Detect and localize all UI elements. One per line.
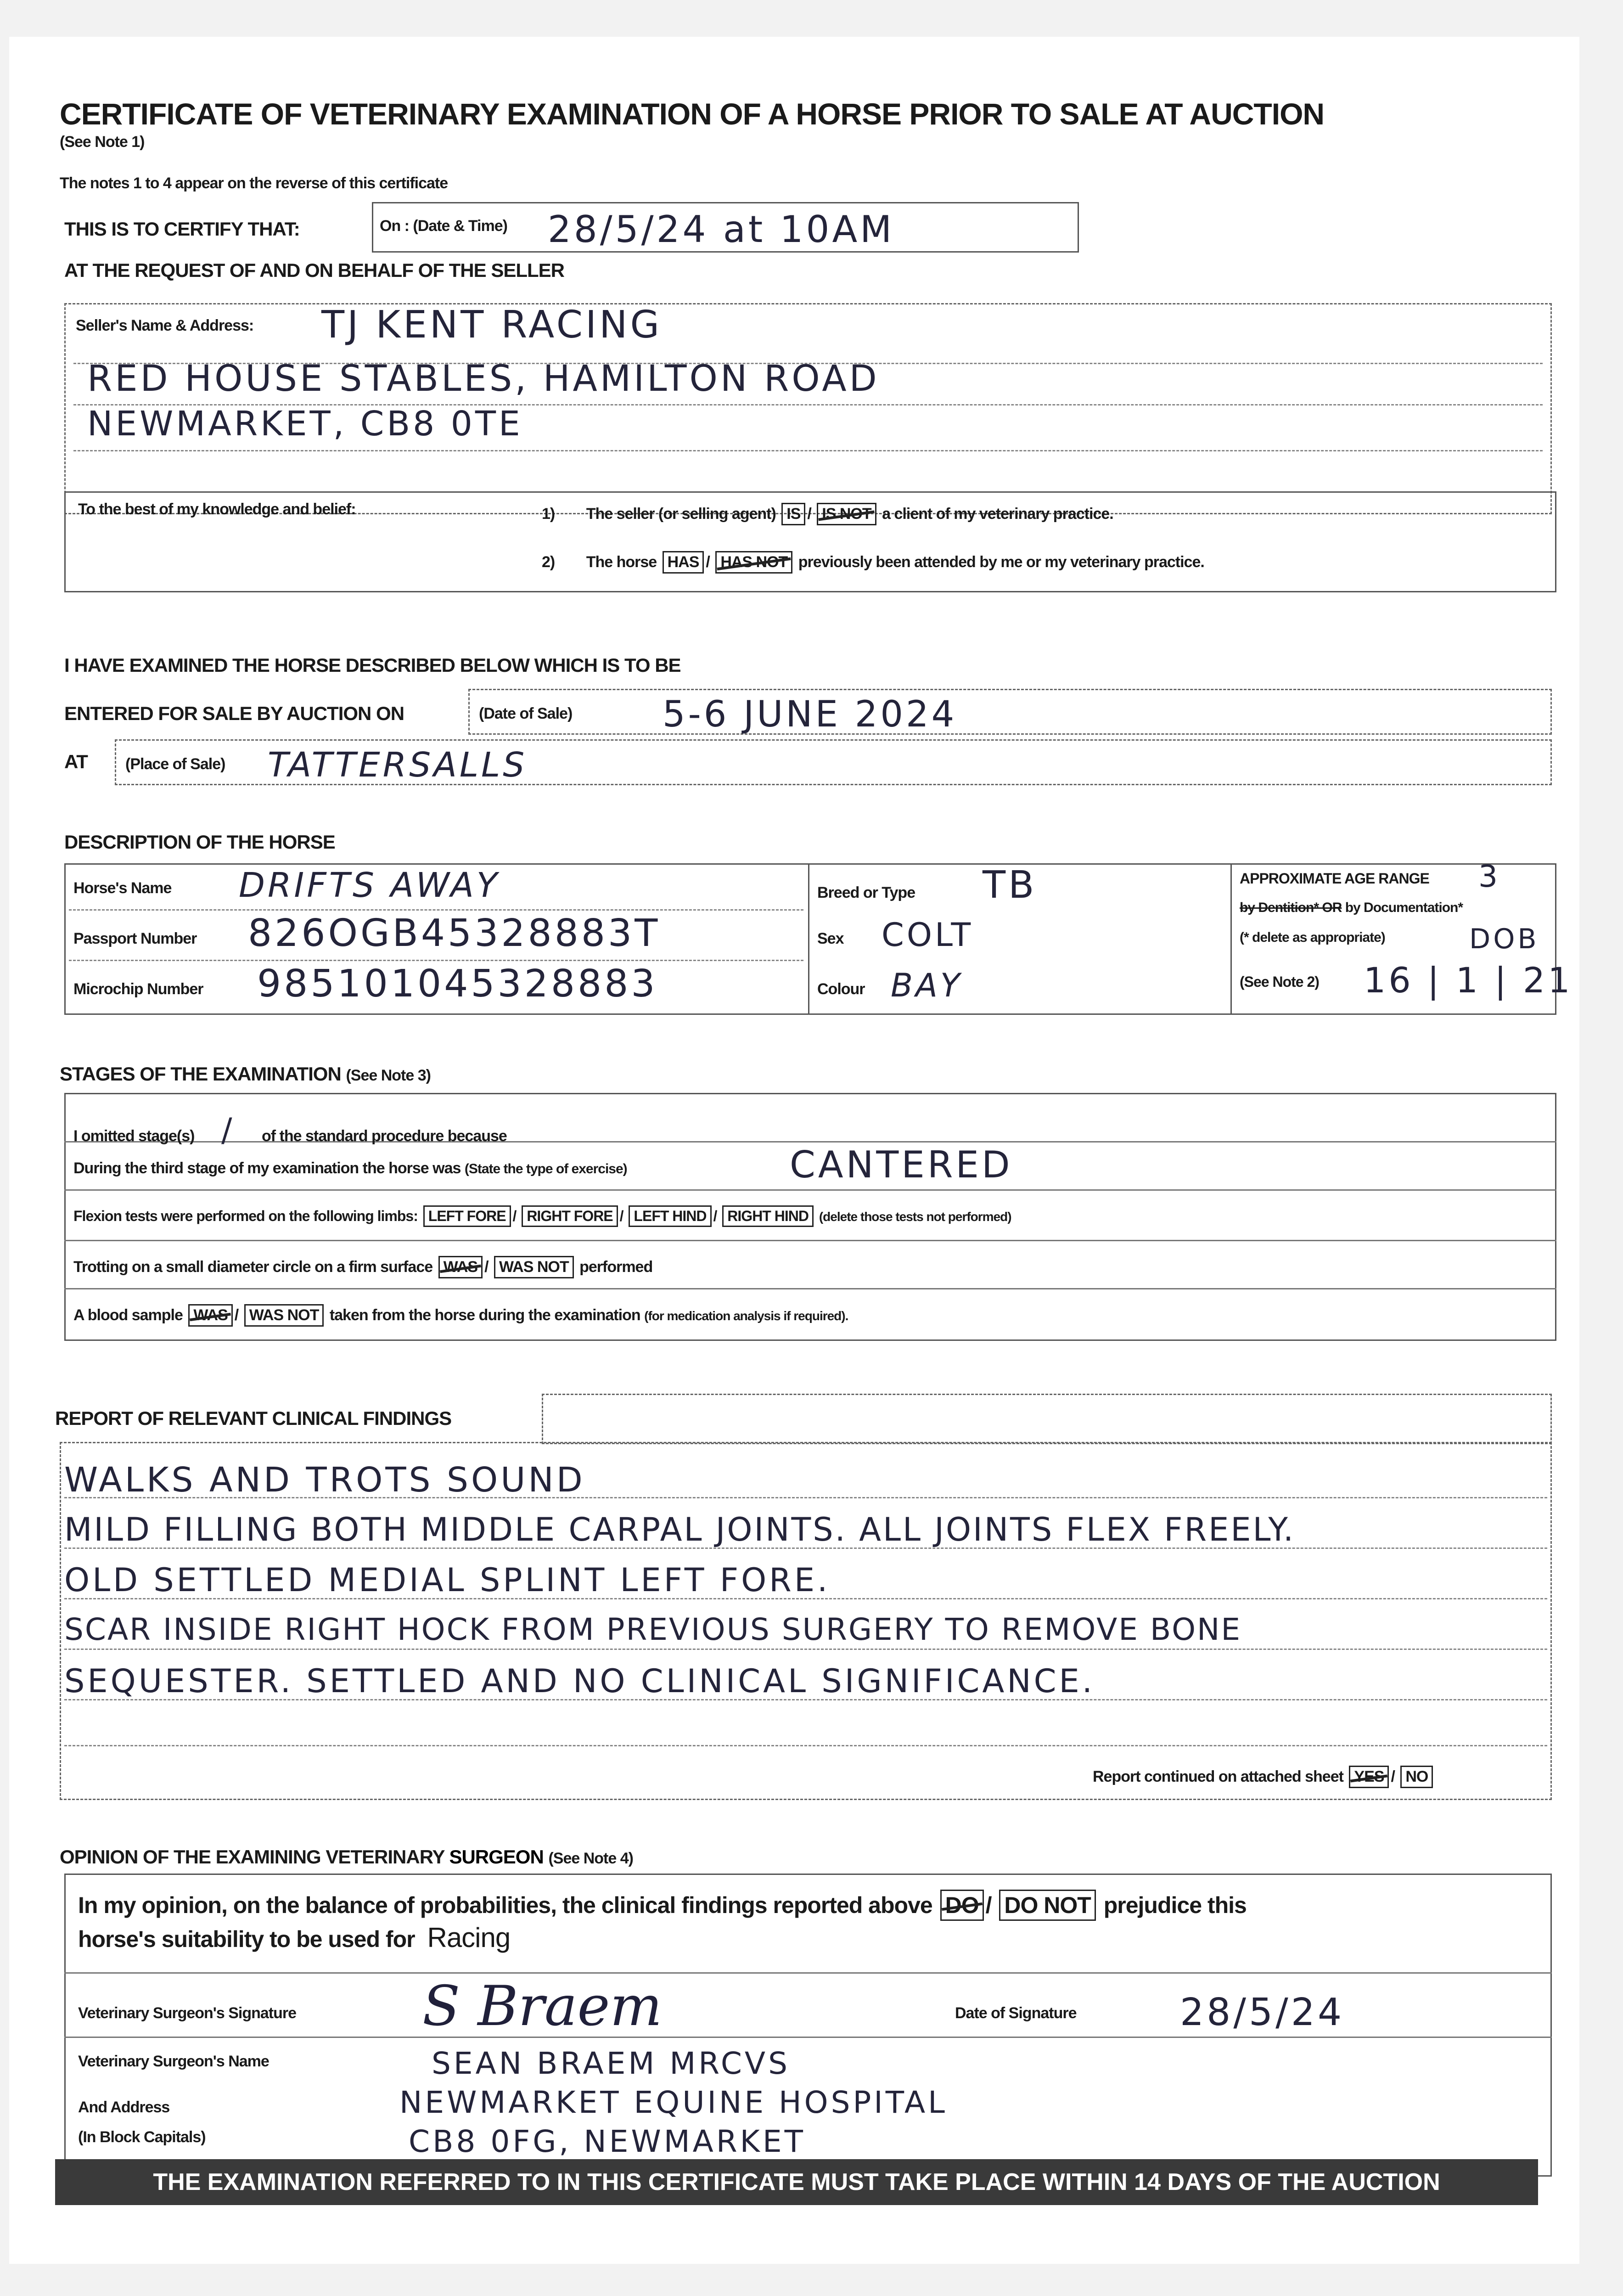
report-text-2: MILD FILLING BOTH MIDDLE CARPAL JOINTS. ALL JOINTS FLEX FREELY. (64, 1511, 1296, 1548)
blood-post: taken from the horse during the examination (329, 1306, 640, 1324)
sex-value[interactable]: COLT (882, 916, 974, 954)
sale-at-label: AT (64, 751, 88, 772)
report-heading-field (542, 1394, 1552, 1444)
blood-note: (for medication analysis if required). (644, 1309, 848, 1323)
footer-banner: THE EXAMINATION REFERRED TO IN THIS CERTIFICATE MUST TAKE PLACE WITHIN 14 DAYS OF THE AUCTION (55, 2159, 1538, 2205)
vet-address-label: And Address (78, 2099, 170, 2116)
trot-label: Trotting on a small diameter circle on a firm surface (73, 1258, 433, 1276)
flexion-right-fore[interactable]: RIGHT FORE (522, 1205, 618, 1227)
notes-line: The notes 1 to 4 appear on the reverse of this certificate (60, 174, 448, 192)
omitted-post: of the standard procedure because (261, 1127, 507, 1145)
opinion-line-2-label: horse's suitability to be used for (78, 1926, 415, 1952)
exam-datetime-field[interactable] (372, 202, 1079, 253)
certify-label: THIS IS TO CERTIFY THAT: (64, 218, 300, 240)
description-heading: DESCRIPTION OF THE HORSE (64, 831, 335, 853)
vet-address-2[interactable]: CB8 0FG, NEWMARKET (409, 2124, 806, 2159)
microchip-label: Microchip Number (73, 980, 203, 998)
description-row-line-2 (69, 960, 803, 961)
age-method-documentation: by Documentation* (1345, 900, 1463, 915)
breed-value[interactable]: TB (983, 863, 1037, 907)
page-title: CERTIFICATE OF VETERINARY EXAMINATION OF A HORSE PRIOR TO SALE AT AUCTION (60, 97, 1325, 131)
flexion-label: Flexion tests were performed on the following limbs: (73, 1208, 418, 1224)
has-not-option[interactable]: HAS NOT (715, 551, 792, 574)
knowledge-item-1-post: a client of my veterinary practice. (882, 505, 1113, 523)
blood-label: A blood sample (73, 1306, 183, 1324)
signature-label: Veterinary Surgeon's Signature (78, 2004, 297, 2022)
passport-label: Passport Number (73, 930, 197, 947)
horse-name-value[interactable]: DRIFTS AWAY (239, 866, 500, 905)
dob-label: DOB (1469, 923, 1539, 955)
sale-date-label: (Date of Sale) (479, 705, 573, 722)
is-not-option[interactable]: IS NOT (817, 503, 876, 525)
age-range-value[interactable]: 3 (1478, 859, 1500, 894)
exam-datetime-label: On : (Date & Time) (380, 217, 507, 235)
seller-label: Seller's Name & Address: (76, 317, 254, 334)
flexion-left-hind[interactable]: LEFT HIND (629, 1205, 711, 1227)
vet-name-label: Veterinary Surgeon's Name (78, 2053, 269, 2070)
flexion-post: (delete those tests not performed) (819, 1210, 1011, 1224)
opinion-heading (60, 1846, 633, 1868)
certificate-page (9, 37, 1579, 2264)
seller-address-2[interactable]: NEWMARKET, CB8 0TE (87, 404, 523, 444)
report-line-6 (64, 1745, 1547, 1746)
vet-address-1[interactable]: NEWMARKET EQUINE HOSPITAL (399, 2085, 948, 2120)
age-note: (See Note 2) (1240, 974, 1319, 990)
date-signature-value[interactable]: 28/5/24 (1180, 1991, 1345, 2034)
omitted-label: I omitted stage(s) (73, 1127, 195, 1145)
knowledge-item-2-num: 2) (542, 553, 555, 571)
third-stage-row (73, 1159, 627, 1177)
stages-heading-text: STAGES OF THE EXAMINATION (60, 1063, 341, 1085)
do-option[interactable]: DO (940, 1890, 984, 1921)
trot-was-not-option[interactable]: WAS NOT (494, 1256, 574, 1278)
report-text-3: OLD SETTLED MEDIAL SPLINT LEFT FORE. (64, 1561, 831, 1599)
has-option[interactable]: HAS (663, 551, 704, 574)
signature-value[interactable]: S Braem (422, 1975, 663, 2038)
seller-address-1[interactable]: RED HOUSE STABLES, HAMILTON ROAD (87, 358, 880, 400)
report-text-4: SCAR INSIDE RIGHT HOCK FROM PREVIOUS SURGERY TO REMOVE BONE (64, 1612, 1242, 1647)
blood-was-not-option[interactable]: WAS NOT (244, 1304, 324, 1327)
knowledge-item-2-post: previously been attended by me or my veterinary practice. (798, 553, 1204, 571)
is-option[interactable]: IS (781, 503, 805, 525)
knowledge-item-2-text: The horse (586, 553, 657, 571)
knowledge-item-1: 1) The seller (or selling agent) IS / IS NOT a client of my veterinary practice. (542, 503, 1113, 525)
third-stage-note: (State the type of exercise) (464, 1161, 627, 1176)
flexion-left-fore[interactable]: LEFT FORE (423, 1205, 511, 1227)
report-text-1: WALKS AND TROTS SOUND (64, 1460, 585, 1500)
sale-date-value: 5-6 JUNE 2024 (663, 694, 957, 735)
colour-value[interactable]: BAY (891, 967, 963, 1004)
opinion-text-line-1: In my opinion, on the balance of probabilities, the clinical findings reported above DO / DO NOT prejudice this (78, 1890, 1247, 1921)
sale-date-field[interactable] (468, 689, 1552, 735)
report-text-5: SEQUESTER. SETTLED AND NO CLINICAL SIGNIFICANCE. (64, 1662, 1095, 1700)
opinion-heading-text: OPINION OF THE EXAMINING VETERINARY (60, 1846, 444, 1868)
age-delete-note: (* delete as appropriate) (1240, 930, 1385, 945)
trot-was-option[interactable]: WAS (438, 1256, 483, 1278)
sale-place-field[interactable] (115, 739, 1552, 785)
horse-name-label: Horse's Name (73, 879, 172, 897)
blood-row: A blood sample WAS / WAS NOT taken from the horse during the examination (for medication analysis if required). (73, 1304, 848, 1327)
microchip-value[interactable]: 985101045328883 (257, 962, 658, 1006)
block-capitals-label: (In Block Capitals) (78, 2128, 206, 2146)
sale-entered-label: ENTERED FOR SALE BY AUCTION ON (64, 703, 404, 724)
dob-date[interactable]: 16 | 1 | 21 (1364, 960, 1573, 1001)
passport-value[interactable]: 826OGB45328883T (248, 912, 661, 955)
knowledge-item-1-text: The seller (or selling agent) (586, 505, 776, 523)
flexion-row: Flexion tests were performed on the following limbs: LEFT FORE / RIGHT FORE / LEFT HIND / RIGHT HIND (delete those tests not performed) (73, 1205, 1011, 1227)
colour-label: Colour (817, 980, 865, 998)
opinion-divider (64, 1972, 1552, 1974)
age-range-label: APPROXIMATE AGE RANGE (1240, 870, 1429, 887)
seller-name[interactable]: TJ KENT RACING (321, 303, 663, 347)
report-line-4 (64, 1649, 1547, 1650)
knowledge-label: To the best of my knowledge and belief: (78, 501, 356, 518)
report-heading: REPORT OF RELEVANT CLINICAL FINDINGS (55, 1407, 452, 1429)
continued-no-option[interactable]: NO (1400, 1766, 1433, 1788)
description-row-line-1 (69, 909, 803, 911)
third-stage-label: During the third stage of my examination the horse was (73, 1159, 461, 1177)
stages-heading-note: (See Note 3) (346, 1067, 431, 1084)
trot-post: performed (579, 1258, 653, 1276)
description-divider-2 (1230, 863, 1232, 1015)
blood-was-option[interactable]: WAS (188, 1304, 232, 1327)
stages-heading (60, 1063, 431, 1085)
trot-row: Trotting on a small diameter circle on a firm surface WAS / WAS NOT performed (73, 1256, 652, 1278)
knowledge-item-1-num: 1) (542, 505, 555, 523)
omitted-value[interactable]: / (221, 1111, 235, 1149)
opinion-text-post: prejudice this (1103, 1892, 1247, 1918)
vet-name-value[interactable]: SEAN BRAEM MRCVS (432, 2046, 790, 2081)
sale-heading: I HAVE EXAMINED THE HORSE DESCRIBED BELOW WHICH IS TO BE (64, 654, 681, 676)
stages-row-line-3 (64, 1240, 1556, 1241)
request-line: AT THE REQUEST OF AND ON BEHALF OF THE SELLER (64, 259, 564, 281)
sale-place-label: (Place of Sale) (125, 755, 225, 773)
opinion-text-line-2 (78, 1922, 510, 1953)
age-method-dentition: by Dentition* OR (1240, 900, 1342, 915)
report-continued-label: Report continued on attached sheet (1093, 1768, 1343, 1785)
opinion-divider-2 (64, 2037, 1552, 2038)
opinion-use-value[interactable]: Racing (427, 1922, 511, 1953)
seller-line-3 (73, 450, 1543, 451)
stages-row-line-2 (64, 1189, 1556, 1191)
continued-yes-option[interactable]: YES (1349, 1766, 1389, 1788)
opinion-text-pre: In my opinion, on the balance of probabilities, the clinical findings reported above (78, 1892, 932, 1918)
flexion-right-hind[interactable]: RIGHT HIND (722, 1205, 814, 1227)
date-signature-label: Date of Signature (955, 2004, 1077, 2022)
sale-place-value: TATTERSALLS (268, 745, 528, 785)
age-method (1240, 900, 1463, 916)
stages-row-line-4 (64, 1288, 1556, 1289)
opinion-heading-note: (See Note 4) (548, 1850, 633, 1867)
third-stage-value[interactable]: CANTERED (790, 1143, 1013, 1186)
opinion-heading-bold: SURGEON (449, 1846, 544, 1868)
title-note: (See Note 1) (60, 133, 145, 151)
sex-label: Sex (817, 930, 844, 947)
report-continued: Report continued on attached sheet YES / NO (1093, 1766, 1435, 1788)
description-divider-1 (808, 863, 809, 1015)
breed-label: Breed or Type (817, 884, 915, 901)
knowledge-item-2: 2) The horse HAS / HAS NOT previously been attended by me or my veterinary practice. (542, 551, 1204, 574)
do-not-option[interactable]: DO NOT (999, 1890, 1095, 1921)
omitted-row (73, 1111, 507, 1149)
exam-datetime-value: 28/5/24 at 10AM (548, 208, 895, 251)
